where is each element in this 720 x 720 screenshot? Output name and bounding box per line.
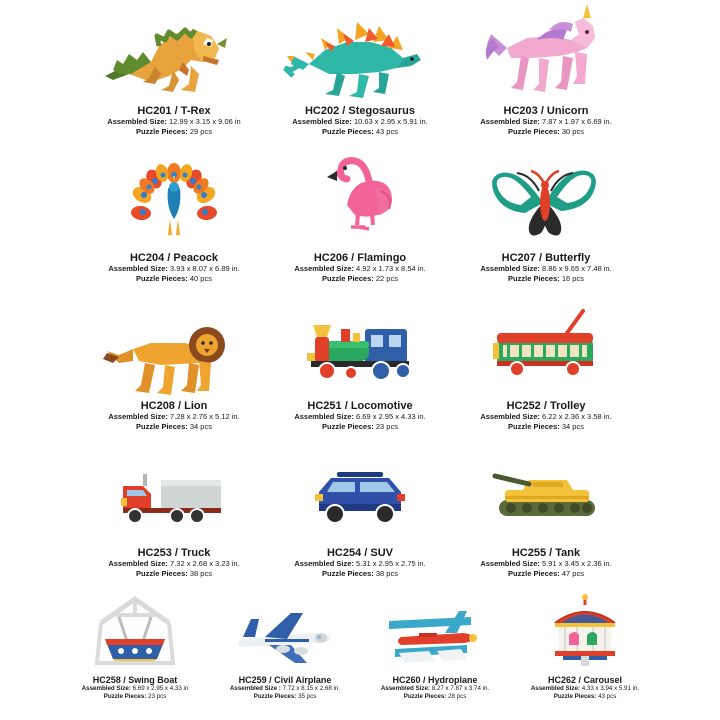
size-label: Assembled Size:	[108, 558, 168, 568]
pieces-label: Puzzle Pieces:	[322, 274, 374, 284]
pieces-value: 28 pcs	[448, 693, 467, 701]
pieces-value: 38 pcs	[189, 568, 212, 578]
pieces-label: Puzzle Pieces:	[322, 421, 374, 431]
product-pieces	[136, 569, 212, 579]
size-value: 8.86 x 9.65 x 7.48 in.	[542, 264, 612, 274]
product-size	[108, 412, 239, 422]
pieces-value: 23 pcs	[148, 693, 167, 701]
product-size	[381, 685, 489, 693]
pieces-label: Puzzle Pieces:	[136, 568, 188, 578]
peacock-model-icon	[85, 151, 263, 247]
pieces-label: Puzzle Pieces:	[136, 274, 188, 284]
product-pieces	[508, 422, 584, 432]
size-label: Assembled Size:	[480, 117, 540, 126]
truck-model-icon	[85, 446, 263, 542]
pieces-value: 43 pcs	[375, 127, 398, 137]
pieces-label: Puzzle Pieces:	[508, 274, 560, 284]
carousel-model-icon	[514, 593, 656, 671]
product-title: HC259 / Civil Airplane	[238, 675, 332, 685]
size-value: 7.72 x 8.15 x 2.68 in.	[282, 685, 341, 692]
product-pieces	[508, 127, 584, 137]
catalog-row	[0, 593, 720, 702]
product-card-hc206[interactable]	[267, 151, 453, 284]
pieces-label: Puzzle Pieces:	[253, 693, 297, 701]
pieces-label: Puzzle Pieces:	[508, 127, 560, 137]
size-value: 3.93 x 8.07 x 6.89 in.	[170, 264, 240, 274]
t-rex-model-icon	[85, 4, 263, 100]
product-pieces	[404, 693, 467, 701]
pieces-label: Puzzle Pieces:	[136, 127, 188, 137]
product-title: HC201 / T-Rex	[137, 105, 211, 117]
product-title: HC203 / Unicorn	[503, 105, 589, 117]
size-value: 6.69 x 2.95 x 4.33 in.	[356, 411, 426, 421]
suv-model-icon	[271, 446, 449, 542]
size-value: 8.27 x 7.87 x 3.74 in.	[431, 685, 490, 692]
pieces-label: Puzzle Pieces:	[322, 568, 374, 578]
pieces-label: Puzzle Pieces:	[136, 421, 188, 431]
size-value: 6.22 x 2.36 x 3.58 in.	[542, 411, 612, 421]
product-size	[480, 412, 611, 422]
product-title: HC207 / Butterfly	[501, 252, 591, 265]
product-card-hc203[interactable]	[453, 4, 639, 137]
size-value: 10.63 x 2.95 x 5.91 in.	[353, 117, 428, 126]
size-value: 5.91 x 3.45 x 2.36 in.	[542, 558, 612, 568]
pieces-value: 22 pcs	[375, 274, 398, 284]
swing-boat-model-icon	[64, 593, 206, 671]
product-title: HC253 / Truck	[137, 546, 211, 559]
product-pieces	[136, 127, 212, 137]
size-value: 6.69 x 2.95 x 4.33 in	[132, 685, 189, 692]
product-title: HC202 / Stegosaurus	[304, 105, 416, 117]
product-card-hc258[interactable]	[60, 593, 210, 702]
product-title: HC252 / Trolley	[506, 399, 586, 412]
pieces-value: 23 pcs	[375, 421, 398, 431]
size-value: 12.99 x 3.15 x 9.06 in	[168, 117, 241, 126]
size-value: 4.33 x 3.94 x 5.91 in.	[581, 685, 640, 692]
product-title: HC254 / SUV	[326, 546, 394, 559]
stegosaurus-model-icon	[271, 4, 449, 100]
product-size	[480, 117, 611, 127]
civil-airplane-model-icon	[214, 593, 356, 671]
size-label: Assembled Size:	[480, 264, 540, 274]
product-title: HC262 / Carousel	[547, 675, 623, 685]
product-pieces	[554, 693, 617, 701]
product-title: HC258 / Swing Boat	[92, 675, 178, 685]
catalog-row	[0, 446, 720, 579]
product-card-hc201[interactable]	[81, 4, 267, 137]
product-size	[294, 412, 425, 422]
product-title: HC251 / Locomotive	[307, 399, 413, 412]
flamingo-model-icon	[271, 151, 449, 247]
pieces-label: Puzzle Pieces:	[322, 127, 374, 137]
product-card-hc262[interactable]	[510, 593, 660, 702]
size-label: Assembled Size :	[229, 685, 281, 692]
size-label: Assembled Size:	[292, 117, 352, 126]
size-label: Assembled Size:	[480, 558, 540, 568]
product-title: HC260 / Hydroplane	[392, 675, 478, 685]
catalog-row	[0, 4, 720, 137]
product-pieces	[136, 422, 212, 432]
product-card-hc251[interactable]	[267, 299, 453, 432]
product-title: HC206 / Flamingo	[313, 252, 407, 265]
product-card-hc204[interactable]	[81, 151, 267, 284]
pieces-value: 43 pcs	[598, 693, 617, 701]
product-card-hc260[interactable]	[360, 593, 510, 702]
product-pieces	[322, 569, 398, 579]
product-pieces	[508, 274, 584, 284]
size-label: Assembled Size:	[294, 264, 354, 274]
product-card-hc253[interactable]	[81, 446, 267, 579]
size-label: Assembled Size:	[294, 411, 354, 421]
catalog-row	[0, 299, 720, 432]
pieces-label: Puzzle Pieces:	[103, 693, 147, 701]
size-label: Assembled Size:	[107, 117, 167, 126]
size-label: Assembled Size:	[108, 264, 168, 274]
product-size	[294, 264, 425, 274]
size-value: 7.32 x 2.68 x 3.23 in.	[170, 558, 240, 568]
product-card-hc208[interactable]	[81, 299, 267, 432]
pieces-value: 16 pcs	[561, 274, 584, 284]
product-pieces	[322, 422, 398, 432]
pieces-value: 29 pcs	[189, 127, 212, 137]
product-card-hc254[interactable]	[267, 446, 453, 579]
size-value: 4.92 x 1.73 x 8.54 in.	[356, 264, 426, 274]
pieces-value: 47 pcs	[561, 568, 584, 578]
pieces-value: 34 pcs	[561, 421, 584, 431]
product-title: HC208 / Lion	[140, 399, 208, 412]
product-size	[107, 117, 240, 127]
size-label: Assembled Size:	[480, 411, 540, 421]
product-card-hc202[interactable]	[267, 4, 453, 137]
size-label: Assembled Size:	[380, 685, 430, 692]
pieces-value: 34 pcs	[189, 421, 212, 431]
product-title: HC255 / Tank	[511, 546, 581, 559]
size-value: 7.28 x 2.76 x 5.12 in.	[170, 411, 240, 421]
product-card-hc207[interactable]	[453, 151, 639, 284]
tank-model-icon	[457, 446, 635, 542]
product-size	[82, 685, 189, 693]
pieces-value: 30 pcs	[561, 127, 584, 137]
product-pieces	[254, 693, 317, 701]
product-size	[292, 117, 428, 127]
product-pieces	[322, 127, 398, 137]
hydroplane-model-icon	[364, 593, 506, 671]
product-size	[480, 559, 611, 569]
pieces-label: Puzzle Pieces:	[553, 693, 597, 701]
product-size	[230, 685, 340, 693]
catalog-row	[0, 151, 720, 284]
product-size	[294, 559, 425, 569]
product-pieces	[508, 569, 584, 579]
size-label: Assembled Size:	[108, 411, 168, 421]
product-card-hc252[interactable]	[453, 299, 639, 432]
product-pieces	[104, 693, 167, 701]
product-size	[108, 264, 239, 274]
product-title: HC204 / Peacock	[129, 252, 219, 265]
pieces-label: Puzzle Pieces:	[508, 421, 560, 431]
size-value: 5.31 x 2.95 x 2.75 in.	[356, 558, 426, 568]
product-card-hc255[interactable]	[453, 446, 639, 579]
product-size	[531, 685, 639, 693]
product-size	[108, 559, 239, 569]
unicorn-model-icon	[457, 4, 635, 100]
product-pieces	[136, 274, 212, 284]
pieces-value: 40 pcs	[189, 274, 212, 284]
size-label: Assembled Size:	[530, 685, 580, 692]
size-value: 7.87 x 1.97 x 6.69 in.	[542, 117, 612, 126]
pieces-value: 35 pcs	[298, 693, 317, 701]
pieces-label: Puzzle Pieces:	[508, 568, 560, 578]
product-size	[480, 264, 611, 274]
size-label: Assembled Size:	[81, 685, 131, 692]
product-pieces	[322, 274, 398, 284]
pieces-label: Puzzle Pieces:	[403, 693, 447, 701]
product-card-hc259[interactable]	[210, 593, 360, 702]
butterfly-model-icon	[457, 151, 635, 247]
pieces-value: 38 pcs	[375, 568, 398, 578]
lion-model-icon	[85, 299, 263, 395]
trolley-model-icon	[457, 299, 635, 395]
locomotive-model-icon	[271, 299, 449, 395]
size-label: Assembled Size:	[294, 558, 354, 568]
